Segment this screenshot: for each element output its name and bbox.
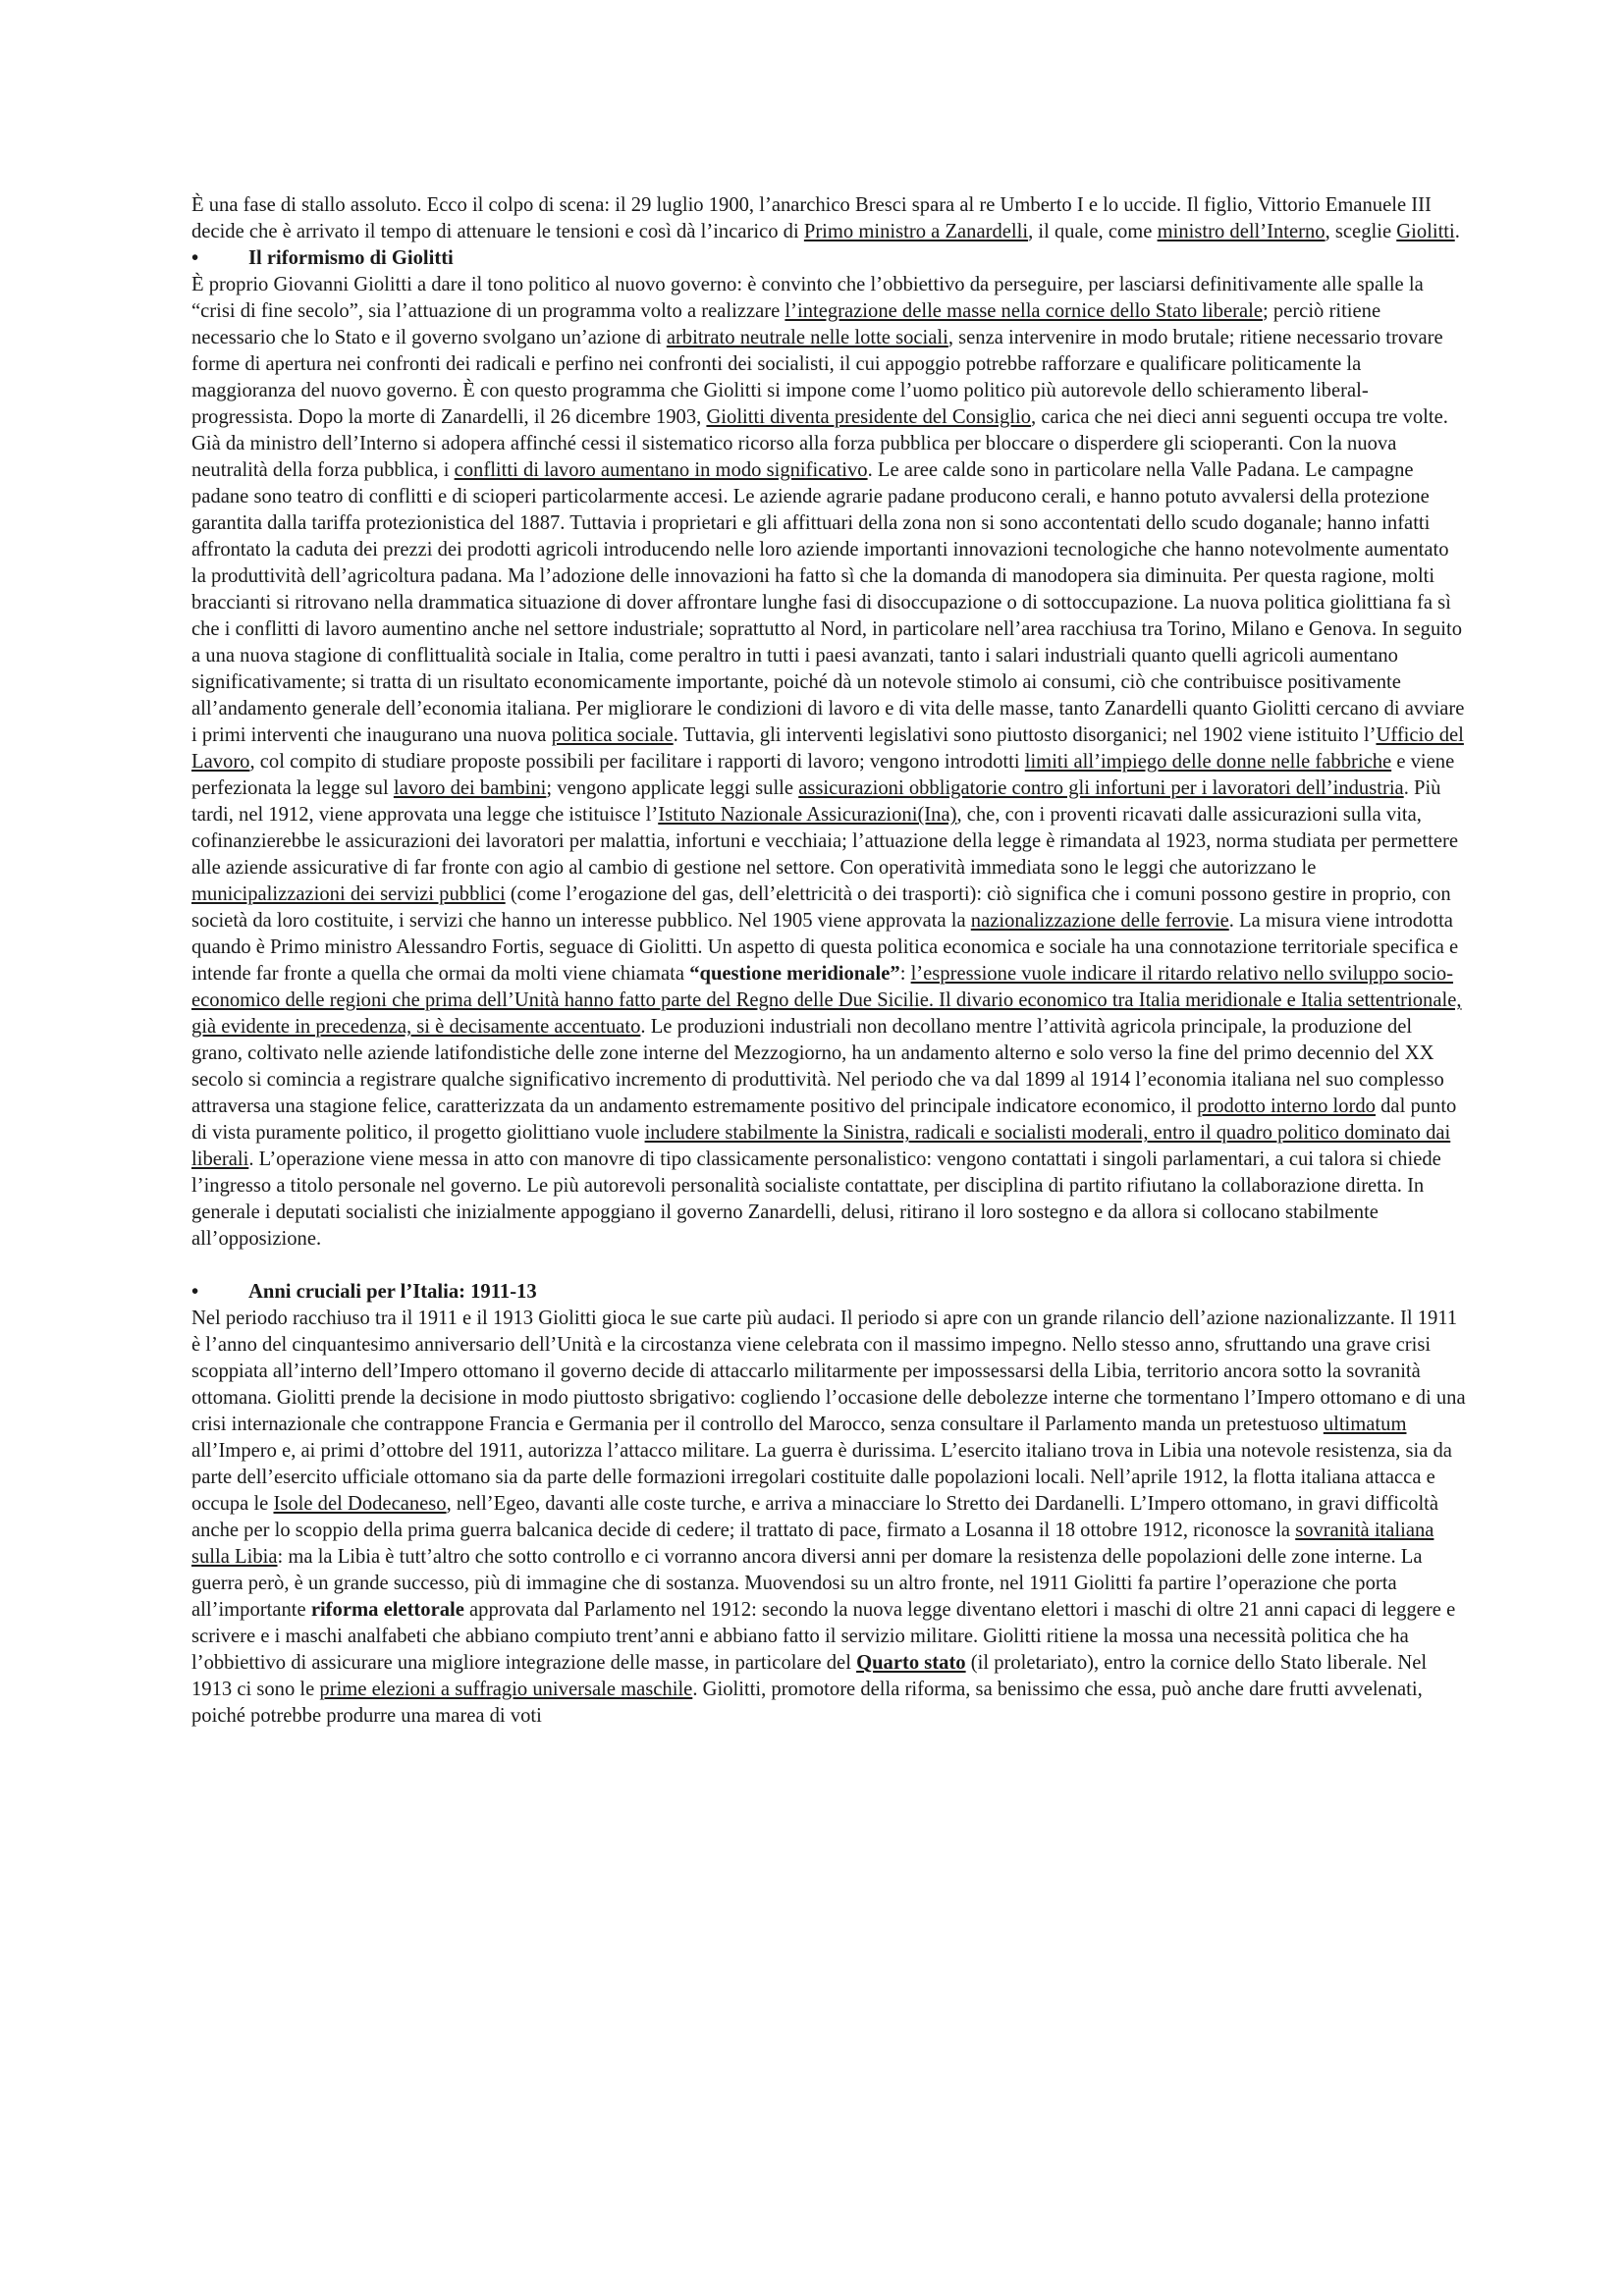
paragraph-anni-cruciali: Nel periodo racchiuso tra il 1911 e il 1913 Giolitti gioca le sue carte più audaci. Il periodo si apre con un grande rilancio dell’azione nazionalizzante. Il 1911 è l’anno del cinquantesimo anniversario dell’Unità e la circostanza viene celebrata con il massimo impegno. Nello stesso anno, sfruttando una grave crisi scoppiata all’interno dell’Impero ottomano il governo decide di attaccarlo militarmente per impossessarsi della Libia, territorio ancora sotto la sovranità ottomana. Giolitti prende la decisione in modo piuttosto sbrigativo: cogliendo l’occasione delle debolezze interne che tormentano l’Impero ottomano e di una crisi internazionale che contrappone Francia e Germania per il controllo del Marocco, senza consultare il Parlamento manda un pretestuoso ultimatum all’Impero e, ai primi d’ottobre del 1911, autorizza l’attacco militare. La guerra è durissima. L’esercito italiano trova in Libia una notevole resistenza, sia da parte dell’esercito ufficiale ottomano sia da parte delle formazioni irregolari costituite dalle popolazioni locali. Nell’aprile 1912, la flotta italiana attacca e occupa le Isole del Dodecaneso, nell’Egeo, davanti alle coste turche, e arriva a minacciare lo Stretto dei Dardanelli. L’Impero ottomano, in gravi difficoltà anche per lo scoppio della prima guerra balcanica decide di cedere; il trattato di pace, firmato a Losanna il 18 ottobre 1912, riconosce la sovranità italiana sulla Libia: ma la Libia è tutt’altro che sotto controllo e ci vorranno ancora diversi anni per domare la resistenza delle popolazioni delle zone interne. La guerra però, è un grande successo, più di immagine che di sostanza. Muovendosi su un altro fronte, nel 1911 Giolitti fa partire l’operazione che porta all’importante riforma elettorale approvata dal Parlamento nel 1912: secondo la nuova legge diventano elettori i maschi di oltre 21 anni capaci di leggere e scrivere e i maschi analfabeti che abbiano compiuto trent’anni e abbiano fatto il servizio militare. Giolitti ritiene la mossa una necessità politica che ha l’obbiettivo di assicurare una migliore integrazione delle masse, in particolare del Quarto stato (il proletariato), entro la cornice dello Stato liberale. Nel 1913 ci sono le prime elezioni a suffragio universale maschile. Giolitti, promotore della riforma, sa benissimo che essa, può anche dare frutti avvelenati, poiché potrebbe produrre una marea di voti bbox=[191, 1308, 1466, 1727]
underline-text: prime elezioni a suffragio universale maschile bbox=[319, 1679, 693, 1700]
underline-text: politica sociale bbox=[551, 724, 674, 746]
underline-text: municipalizzazioni dei servizi pubblici bbox=[191, 883, 506, 905]
underline-text: Giolitti diventa presidente del Consiglio bbox=[706, 406, 1032, 428]
bold-underline-text: Quarto stato bbox=[856, 1652, 966, 1674]
underline-text: Istituto Nazionale Assicurazioni(Ina) bbox=[658, 804, 957, 826]
underline-text: l’espressione vuole indicare il ritardo relativo nello sviluppo socio-economico delle regioni che prima dell’Unità hanno fatto parte del Regno delle Due Sicilie. Il divario economico tra Italia meridionale e Italia settentrionale, già evidente in precedenza, si è decisamente accentuato bbox=[191, 963, 1462, 1038]
bullet-icon: • bbox=[191, 247, 199, 269]
document-body bbox=[191, 192, 1468, 1730]
intro-paragraph: È una fase di stallo assoluto. Ecco il colpo di scena: il 29 luglio 1900, l’anarchico Bresci spara al re Umberto I e lo uccide. Il figlio, Vittorio Emanuele III decide che è arrivato il tempo di attenuare le tensioni e così dà l’incarico di Primo ministro a Zanardelli, il quale, come ministro dell’Interno, sceglie Giolitti. bbox=[191, 194, 1460, 242]
underline-ministro-interno: ministro dell’Interno bbox=[1157, 221, 1325, 242]
underline-text: Isole del Dodecaneso bbox=[273, 1493, 447, 1515]
underline-giolitti: Giolitti bbox=[1396, 221, 1455, 242]
section-heading-anni-cruciali: • Anni cruciali per l’Italia: 1911-13 bbox=[191, 1279, 1468, 1306]
underline-text: includere stabilmente la Sinistra, radicali e socialisti moderali, entro il quadro politico dominato dai liberali bbox=[191, 1122, 1451, 1170]
paragraph-gap bbox=[191, 1253, 1468, 1279]
underline-text: limiti all’impiego delle donne nelle fabbriche bbox=[1024, 751, 1392, 773]
bold-text: riforma elettorale bbox=[310, 1599, 464, 1621]
underline-text: ultimatum bbox=[1323, 1414, 1407, 1435]
underline-text: prodotto interno lordo bbox=[1197, 1095, 1376, 1117]
section-heading-riformismo: • Il riformismo di Giolitti bbox=[191, 245, 1468, 272]
underline-text: conflitti di lavoro aumentano in modo significativo bbox=[454, 459, 868, 481]
link-primo-ministro: Primo ministro a Zanardelli bbox=[803, 221, 1029, 242]
underline-text: nazionalizzazione delle ferrovie bbox=[970, 910, 1229, 932]
paragraph-riformismo: È proprio Giovanni Giolitti a dare il tono politico al nuovo governo: è convinto che l’obbiettivo da perseguire, per lasciarsi definitivamente alle spalle la “crisi di fine secolo”, sia l’attuazione di un programma volto a realizzare l’integrazione delle masse nella cornice dello Stato liberale; perciò ritiene necessario che lo Stato e il governo svolgano un’azione di arbitrato neutrale nelle lotte sociali, senza intervenire in modo brutale; ritiene necessario trovare forme di apertura nei confronti dei radicali e perfino nei confronti dei socialisti, il cui appoggio potrebbe rafforzare e qualificare politicamente la maggioranza del nuovo governo. È con questo programma che Giolitti si impone come l’uomo politico più autorevole dello schieramento liberal-progressista. Dopo la morte di Zanardelli, il 26 dicembre 1903, Giolitti diventa presidente del Consiglio, carica che nei dieci anni seguenti occupa tre volte. Già da ministro dell’Interno si adopera affinché cessi il sistematico ricorso alla forza pubblica per bloccare o disperdere gli scioperanti. Con la nuova neutralità della forza pubblica, i conflitti di lavoro aumentano in modo significativo. Le aree calde sono in particolare nella Valle Padana. Le campagne padane sono teatro di conflitti e di scioperi particolarmente accesi. Le aziende agrarie padane producono cerali, e hanno potuto avvalersi della protezione garantita dalla tariffa protezionistica del 1887. Tuttavia i proprietari e gli affittuari della zona non si sono accontentati dello scudo doganale; hanno infatti affrontato la caduta dei prezzi dei prodotti agricoli introducendo nelle loro aziende importanti innovazioni tecnologiche che hanno notevolmente aumentato la produttività dell’agricoltura padana. Ma l’adozione delle innovazioni ha fatto sì che la domanda di manodopera sia diminuita. Per questa ragione, molti braccianti si ritrovano nella drammatica situazione di dover affrontare lunghe fasi di disoccupazione o di sottoccupazione. La nuova politica giolittiana fa sì che i conflitti di lavoro aumentino anche nel settore industriale; soprattutto al Nord, in particolare nell’area racchiusa tra Torino, Milano e Genova. In seguito a una nuova stagione di conflittualità sociale in Italia, come peraltro in tutti i paesi avanzati, tanto i salari industriali quanto quelli agricoli aumentano significativamente; si tratta di un risultato economicamente importante, poiché dà un notevole stimolo ai consumi, ciò che contribuisce positivamente all’andamento generale dell’economia italiana. Per migliorare le condizioni di lavoro e di vita delle masse, tanto Zanardelli quanto Giolitti cercano di avviare i primi interventi che inaugurano una nuova politica sociale. Tuttavia, gli interventi legislativi sono piuttosto disorganici; nel 1902 viene istituito l’Ufficio del Lavoro, col compito di studiare proposte possibili per facilitare i rapporti di lavoro; vengono introdotti limiti all’impiego delle donne nelle fabbriche e viene perfezionata la legge sul lavoro dei bambini; vengono applicate leggi sulle assicurazioni obbligatorie contro gli infortuni per i lavoratori dell’industria. Più tardi, nel 1912, viene approvata una legge che istituisce l’Istituto Nazionale Assicurazioni(Ina), che, con i proventi ricavati dalle assicurazioni sulla vita, cofinanzierebbe le assicurazioni dei lavoratori per malattia, infortuni e vecchiaia; l’attuazione della legge è rimandata al 1923, norma studiata per permettere alle aziende assicurative di far fronte con agio al cambio di gestione nel settore. Con operatività immediata sono le leggi che autorizzano le municipalizzazioni dei servizi pubblici (come l’erogazione del gas, dell’elettricità o dei trasporti): ciò significa che i comuni possono gestire in proprio, con società da loro costituite, i servizi che hanno un interesse pubblico. Nel 1905 viene approvata la nazionalizzazione delle ferrovie. La misura viene introdotta quando è Primo ministro Alessandro Fortis, seguace di Giolitti. Un aspetto di questa politica economica e sociale ha una connotazione territoriale specifica e intende far fronte a quella che ormai da molti viene chiamata “questione meridionale”: l’espressione vuole indicare il ritardo relativo nello sviluppo socio-economico delle regioni che prima dell’Unità hanno fatto parte del Regno delle Due Sicilie. Il divario economico tra Italia meridionale e Italia settentrionale, già evidente in precedenza, si è decisamente accentuato. Le produzioni industriali non decollano mentre l’attività agricola principale, la produzione del grano, coltivato nelle aziende latifondistiche delle zone interne del Mezzogiorno, ha un andamento alterno e solo verso la fine del primo decennio del XX secolo si comincia a registrare qualche significativo incremento di produttività. Nel periodo che va dal 1899 al 1914 l’economia italiana nel suo complesso attraversa una stagione felice, caratterizzata da un andamento estremamente positivo del principale indicatore economico, il prodotto interno lordo dal punto di vista puramente politico, il progetto giolittiano vuole includere stabilmente la Sinistra, radicali e socialisti moderali, entro il quadro politico dominato dai liberali. L’operazione viene messa in atto con manovre di tipo classicamente personalistico: vengono contattati i singoli parlamentari, a cui talora si chiede l’ingresso a titolo personale nel governo. Le più autorevoli personalità socialiste contattate, per disciplina di partito rifiutano la collaborazione diretta. In generale i deputati socialisti che inizialmente appoggiano il governo Zanardelli, delusi, ritirano il loro sostegno e da allora si collocano stabilmente all’opposizione. bbox=[191, 274, 1465, 1250]
underline-text: arbitrato neutrale nelle lotte sociali bbox=[666, 327, 948, 348]
bullet-icon: • bbox=[191, 1281, 199, 1303]
underline-text: l’integrazione delle masse nella cornice dello Stato liberale bbox=[784, 300, 1264, 322]
underline-text: sovranità italiana sulla Libia bbox=[191, 1520, 1434, 1568]
underline-text: lavoro dei bambini bbox=[393, 777, 547, 799]
bold-text: “questione meridionale” bbox=[689, 963, 900, 985]
underline-text: assicurazioni obbligatorie contro gli infortuni per i lavoratori dell’industria bbox=[798, 777, 1404, 799]
underline-text: Ufficio del Lavoro bbox=[191, 724, 1464, 773]
